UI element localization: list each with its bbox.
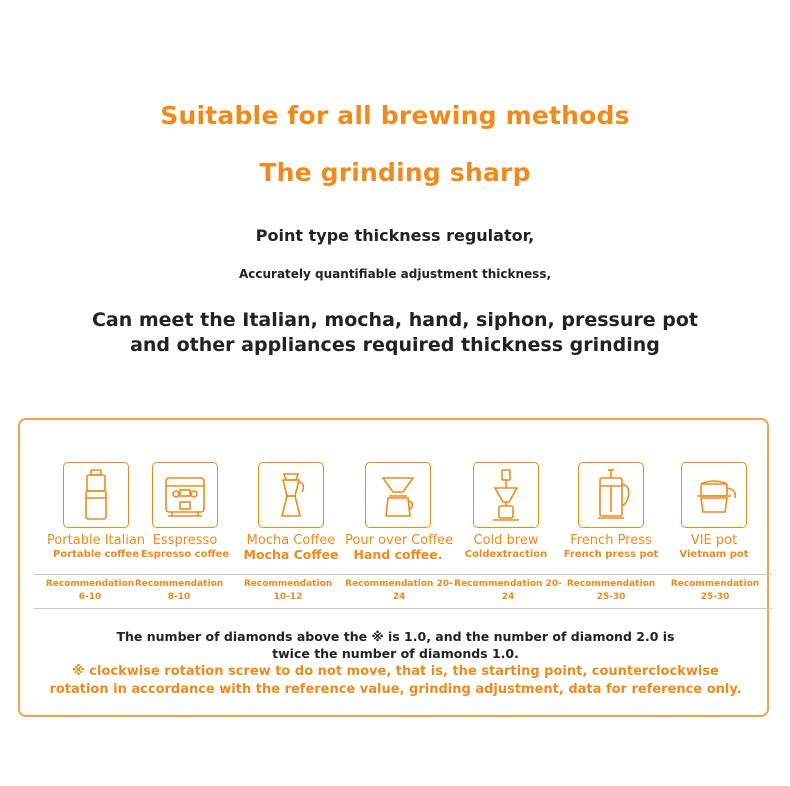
diamond-note-line1: The number of diamonds above the ※ is 1.0, and the number of diamond 2.0 is — [116, 629, 675, 644]
method-name: Portable Italian — [46, 533, 146, 548]
method-vie-pot — [661, 462, 767, 562]
recommendation-portable-italian: Recommendation 6-10 — [45, 579, 135, 602]
main-title: Suitable for all brewing methods — [160, 101, 630, 130]
recommendation-french-press: Recommendation 25-30 — [566, 579, 656, 602]
diamond-note — [20, 628, 771, 662]
subtitle-appliances-line2: and other appliances required thickness grinding — [130, 334, 660, 356]
portable-italian-icon — [63, 462, 129, 528]
rotation-note — [20, 663, 771, 699]
recommendation-pour-over: Recommendation 20-24 — [345, 579, 453, 602]
recommendation-vie-pot: Recommendation 25-30 — [670, 579, 760, 602]
method-name: Mocha Coffee — [246, 533, 336, 548]
cold-brew-icon — [473, 462, 539, 528]
brewing-methods-panel — [18, 418, 769, 717]
subtitle-appliances-line1: Can meet the Italian, mocha, hand, siphon, pressure pot — [91, 309, 699, 331]
recommendation-cold-brew: Recommendation 20-24 — [454, 579, 562, 602]
divider-bottom — [34, 608, 772, 609]
espresso-machine-icon — [152, 462, 218, 528]
method-name: Pour over Coffee — [345, 533, 454, 548]
recommendation-espresso: Recommendation 8-10 — [134, 579, 224, 602]
method-subname: Coldextraction — [464, 549, 548, 560]
rotation-note-line1: ※ clockwise rotation screw to do not move, that is, the starting point, counterclockwise — [72, 664, 719, 679]
moka-pot-icon — [258, 462, 324, 528]
method-pour-over — [345, 462, 454, 562]
method-subname: Vietnam pot — [679, 549, 749, 560]
method-name: French Press — [570, 533, 652, 548]
method-subname: Espresso coffee — [140, 549, 230, 560]
subtitle-adjustment: Accurately quantifiable adjustment thickness, — [238, 267, 552, 281]
pour-over-icon — [365, 462, 431, 528]
method-name: Cold brew — [473, 533, 539, 548]
method-name: Esspresso — [152, 533, 218, 548]
method-mocha — [238, 462, 344, 562]
method-french-press — [558, 462, 664, 562]
method-subname: Hand coffee. — [353, 547, 443, 562]
method-subname: Portable coffee — [53, 549, 139, 560]
french-press-icon — [578, 462, 644, 528]
divider-top — [34, 574, 772, 575]
method-subname: French press pot — [563, 549, 659, 560]
secondary-title: The grinding sharp — [259, 158, 531, 187]
subtitle-appliances — [0, 308, 790, 358]
subtitle-regulator: Point type thickness regulator, — [255, 226, 535, 245]
method-cold-brew — [453, 462, 559, 562]
recommendation-mocha: Recommendation 10-12 — [243, 579, 333, 602]
diamond-note-line2: twice the number of diamonds 1.0. — [272, 646, 519, 661]
method-subname: Mocha Coffee — [243, 547, 339, 562]
method-espresso — [132, 462, 238, 562]
method-name: VIE pot — [690, 533, 738, 548]
rotation-note-line2: rotation in accordance with the reference value, grinding adjustment, data for reference only. — [49, 682, 742, 697]
vietnam-pot-icon — [681, 462, 747, 528]
